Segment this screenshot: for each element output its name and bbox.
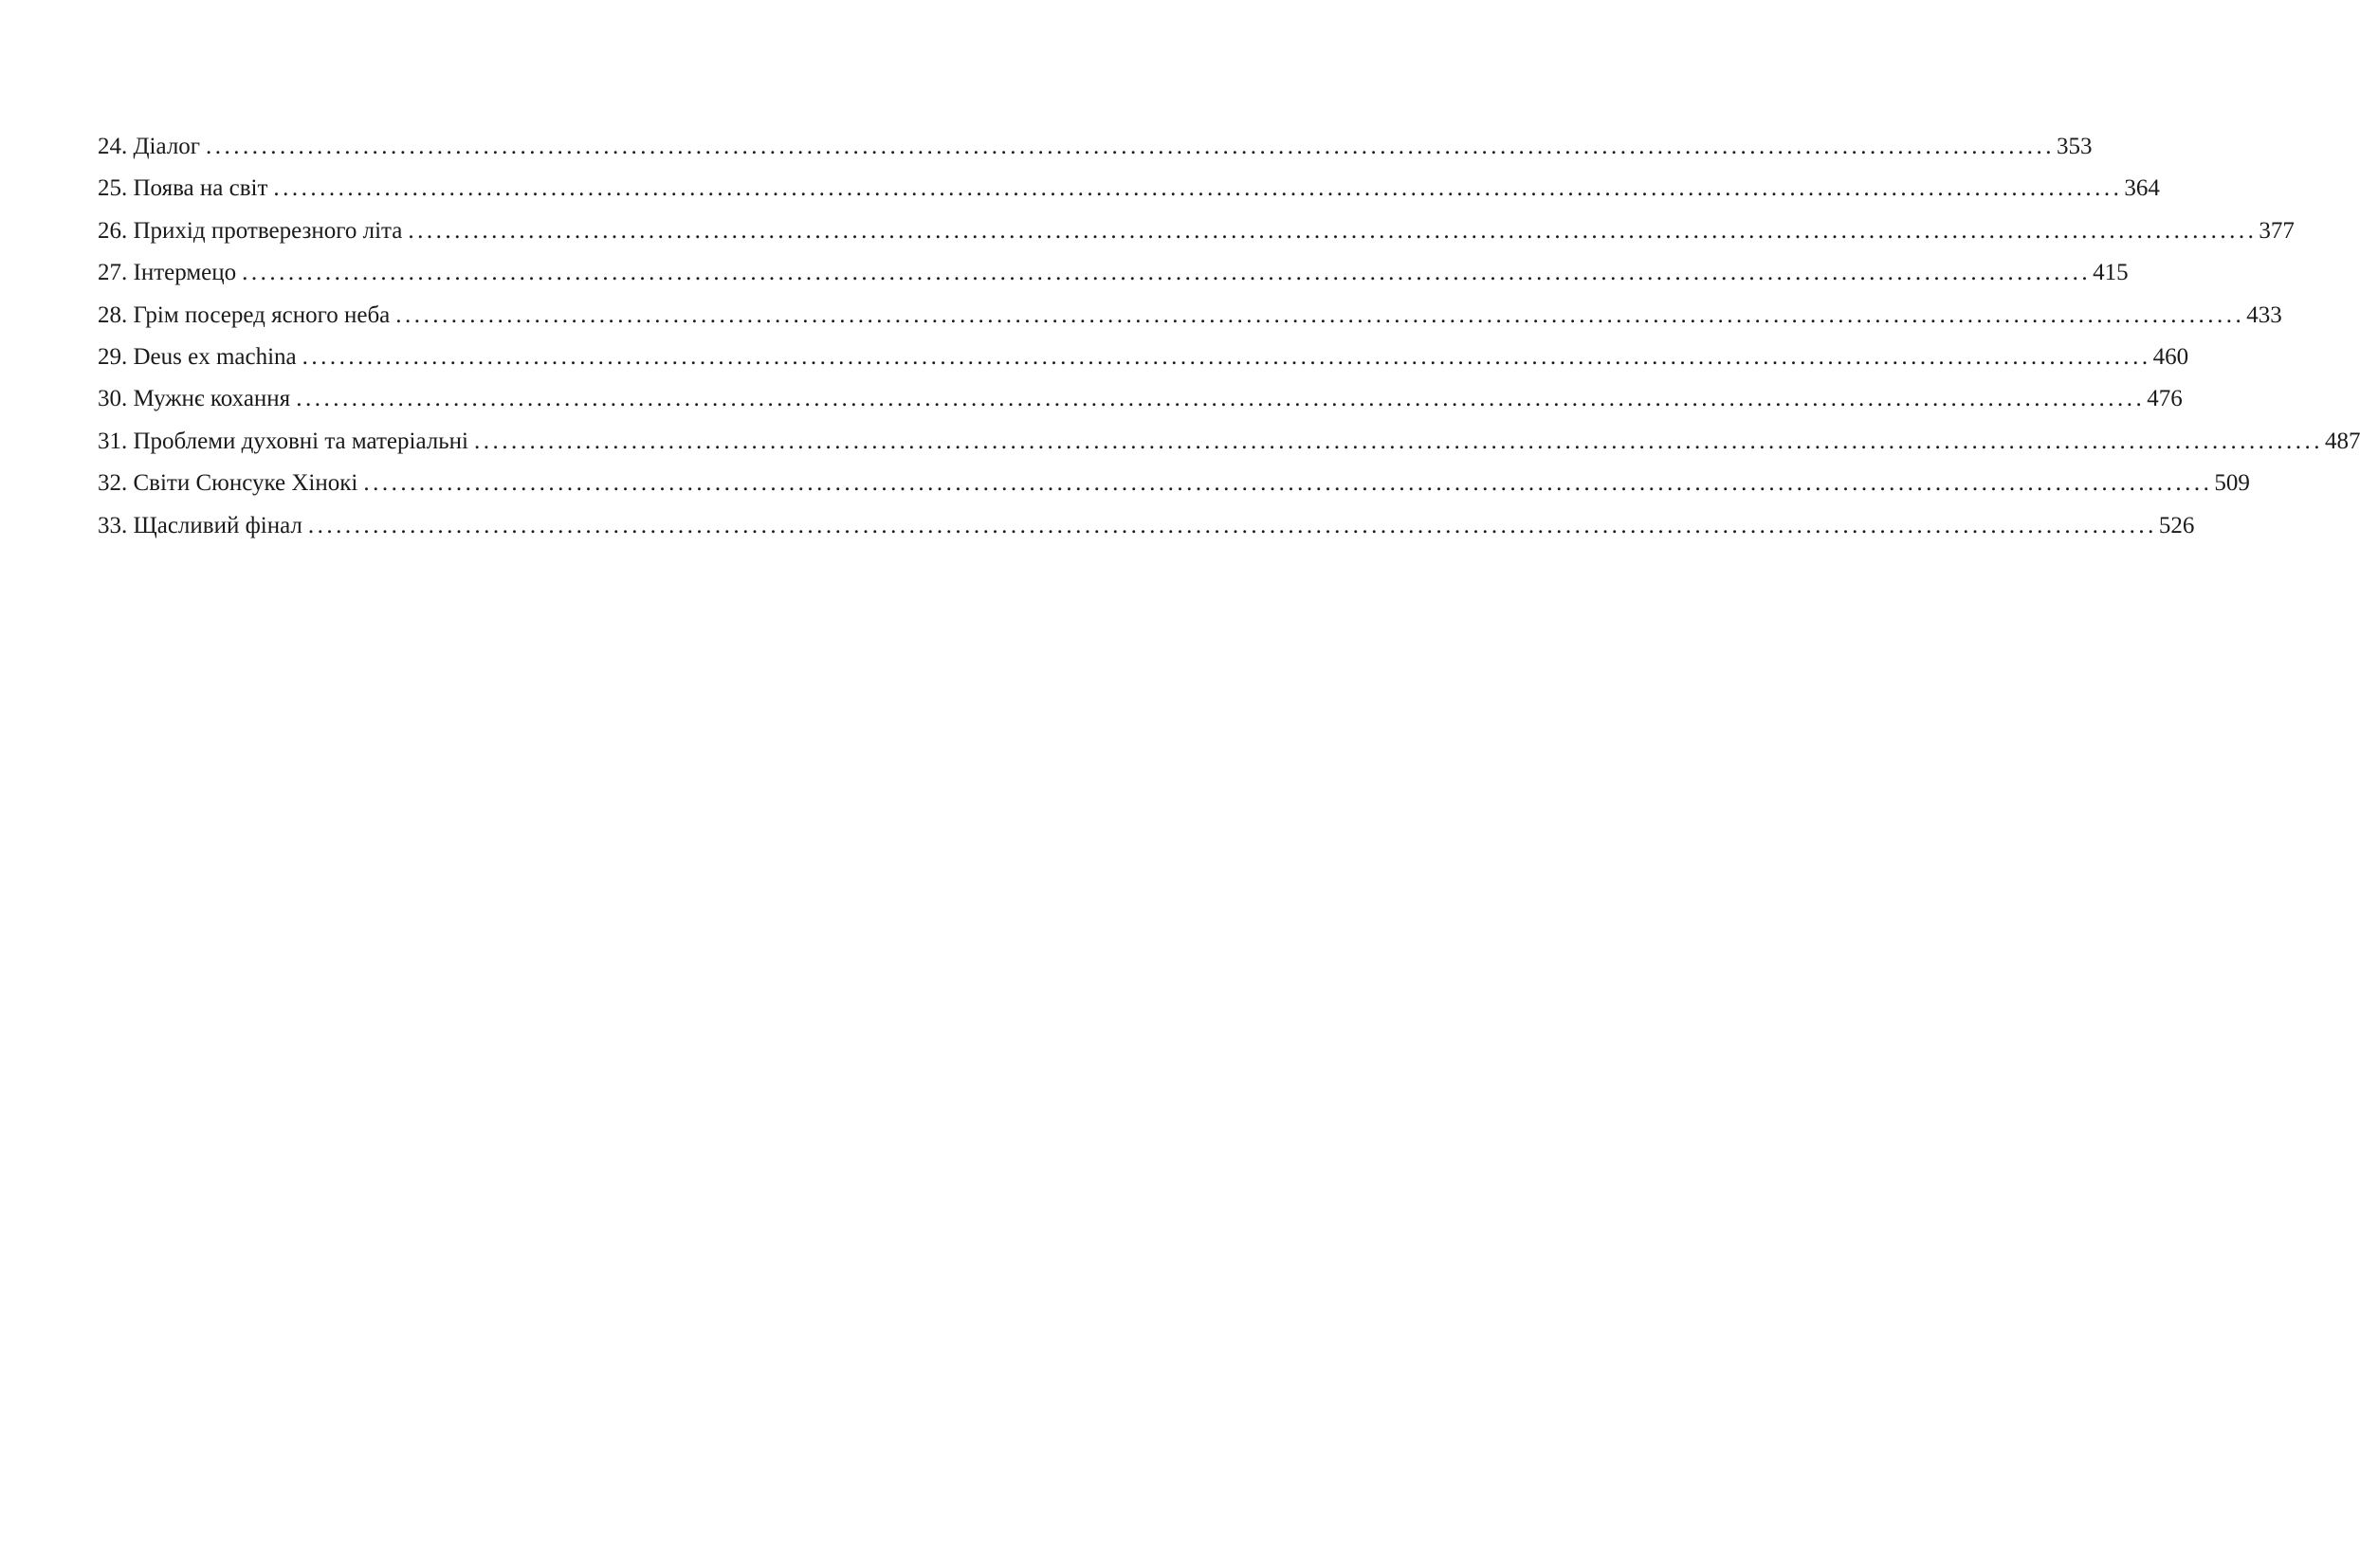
toc-entry-page: 377 <box>2257 210 2295 252</box>
toc-entry-page: 353 <box>2055 126 2093 168</box>
toc-entry-page: 476 <box>2145 378 2183 420</box>
toc-entry <box>98 421 2360 463</box>
toc-entry-page: 433 <box>2244 295 2282 337</box>
toc-entry-title: 30. Мужнє кохання <box>98 378 296 420</box>
toc-entry <box>98 168 2160 210</box>
toc-entry <box>98 337 2189 378</box>
toc-entry <box>98 378 2183 420</box>
toc-leader-dots: ........................................................................................................................................................................................................ <box>242 260 2092 286</box>
toc-entry <box>98 463 2250 504</box>
table-of-contents <box>98 126 2360 547</box>
toc-leader-dots: ........................................................................................................................................................................................................ <box>408 217 2258 244</box>
toc-leader-dots: ........................................................................................................................................................................................................ <box>307 512 2157 538</box>
toc-entry <box>98 126 2093 168</box>
toc-entry-title: 33. Щасливий фінал <box>98 505 308 547</box>
toc-entry-title: 29. Deus ex machina <box>98 337 302 378</box>
toc-entry-page: 460 <box>2151 337 2189 378</box>
toc-entry-page: 509 <box>2212 463 2250 504</box>
toc-entry <box>98 252 2129 294</box>
toc-entry-page: 415 <box>2091 252 2129 294</box>
toc-entry-title: 32. Світи Сюнсуке Хінокі <box>98 463 363 504</box>
toc-entry-page: 487 <box>2323 421 2360 463</box>
toc-leader-dots: ........................................................................................................................................................................................................ <box>395 301 2245 328</box>
toc-leader-dots: ........................................................................................................................................................................................................ <box>296 386 2146 412</box>
toc-entry <box>98 210 2295 252</box>
toc-entry-title: 28. Грім посеред ясного неба <box>98 295 395 337</box>
toc-entry-page: 526 <box>2157 505 2195 547</box>
toc-leader-dots: ........................................................................................................................................................................................................ <box>273 175 2123 202</box>
toc-leader-dots: ........................................................................................................................................................................................................ <box>302 343 2151 370</box>
toc-entry-title: 24. Діалог <box>98 126 206 168</box>
toc-leader-dots: ........................................................................................................................................................................................................ <box>473 428 2323 454</box>
toc-leader-dots: ........................................................................................................................................................................................................ <box>206 134 2056 159</box>
toc-entry-title: 31. Проблеми духовні та матеріальні <box>98 421 474 463</box>
toc-entry-title: 27. Інтермецо <box>98 252 242 294</box>
toc-leader-dots: ........................................................................................................................................................................................................ <box>363 470 2213 497</box>
toc-entry <box>98 505 2195 547</box>
toc-entry <box>98 295 2282 337</box>
toc-entry-title: 26. Прихід протверезного літа <box>98 210 408 252</box>
toc-entry-title: 25. Поява на світ <box>98 168 273 210</box>
toc-entry-page: 364 <box>2122 168 2160 210</box>
